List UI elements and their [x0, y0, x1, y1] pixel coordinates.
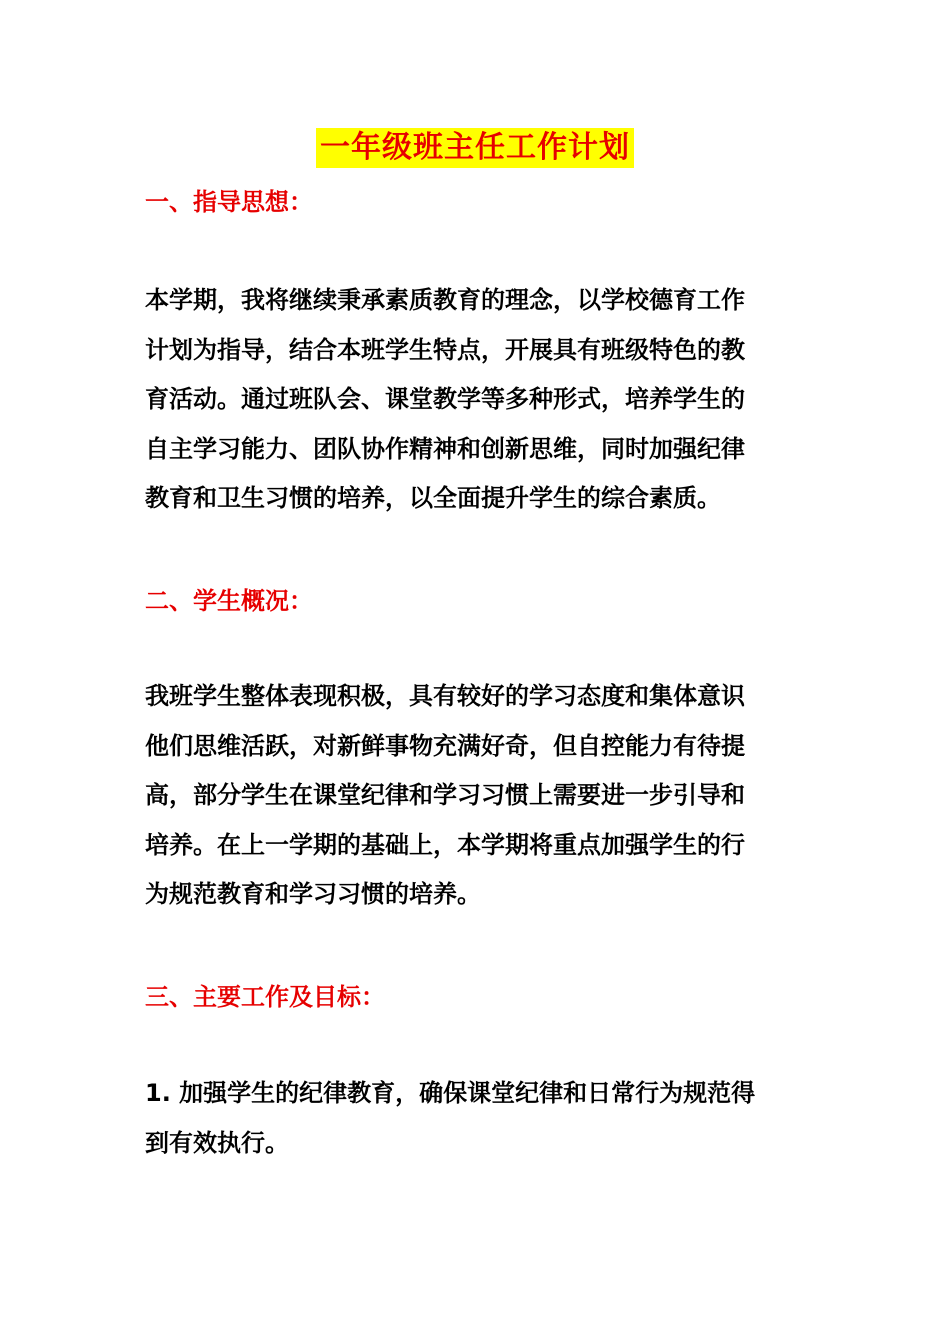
paragraph-line: 育活动。通过班队会、课堂教学等多种形式，培养学生的 [145, 385, 745, 413]
section-paragraph-guiding-ideology [145, 276, 815, 524]
paragraph-line: 计划为指导，结合本班学生特点，开展具有班级特色的教 [145, 335, 745, 364]
document-title: 一年级班主任工作计划 [316, 128, 634, 168]
paragraph-line: 到有效执行。 [145, 1128, 289, 1157]
paragraph-line: 自主学习能力、团队协作精神和创新思维，同时加强纪律 [145, 434, 745, 463]
paragraph-line: 为规范教育和学习习惯的培养。 [145, 880, 481, 908]
paragraph-line: 他们思维活跃，对新鲜事物充满好奇，但自控能力有待提 [145, 731, 745, 760]
section-heading-student-overview: 二、学生概况： [145, 587, 313, 615]
section-heading-guiding-ideology: 一、指导思想： [145, 188, 313, 216]
paragraph-line: 我班学生整体表现积极，具有较好的学习态度和集体意识 [145, 682, 745, 710]
paragraph-line: 高，部分学生在课堂纪律和学习习惯上需要进一步引导和 [145, 781, 745, 809]
paragraph-line: 本学期，我将继续秉承素质教育的理念，以学校德育工作 [145, 286, 745, 314]
paragraph-line: 培养。在上一学期的基础上，本学期将重点加强学生的行 [145, 830, 745, 859]
paragraph-line: 教育和卫生习惯的培养，以全面提升学生的综合素质。 [145, 484, 721, 512]
section-paragraph-main-work-goals [145, 1069, 815, 1168]
section-heading-main-work-goals: 三、主要工作及目标： [145, 983, 385, 1011]
section-paragraph-student-overview [145, 672, 815, 920]
paragraph-line: 1. 加强学生的纪律教育，确保课堂纪律和日常行为规范得 [145, 1079, 756, 1107]
title-container [0, 128, 950, 168]
